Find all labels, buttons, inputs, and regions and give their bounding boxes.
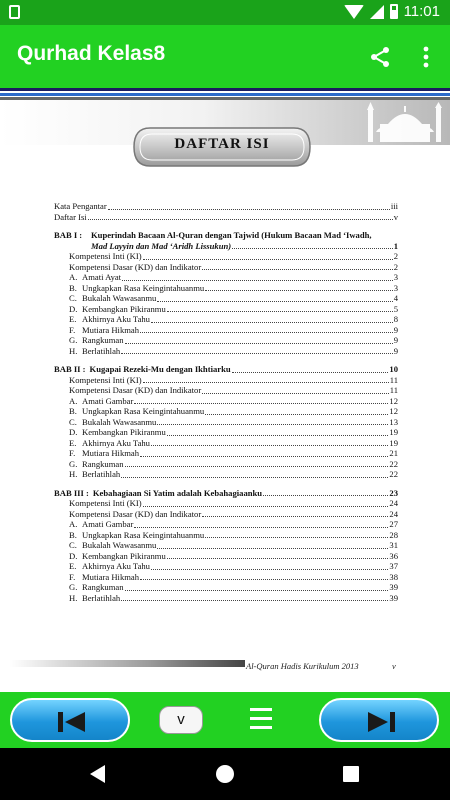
leader-dots bbox=[121, 477, 388, 478]
skip-previous-icon bbox=[56, 710, 88, 734]
toc-item-row bbox=[54, 530, 398, 541]
leader-dots bbox=[263, 495, 388, 496]
app-bar bbox=[0, 25, 450, 88]
leader-dots bbox=[143, 382, 389, 383]
leader-dots bbox=[205, 290, 393, 291]
toc-entry-label: Daftar Isi bbox=[54, 211, 87, 222]
page-heading: DAFTAR ISI bbox=[174, 136, 270, 152]
back-icon[interactable] bbox=[90, 765, 105, 783]
wifi-icon bbox=[344, 5, 364, 19]
toc-item-page: 9 bbox=[393, 324, 398, 335]
chapter-title: Kebahagiaan Si Yatim adalah Kebahagiaanku bbox=[92, 487, 263, 498]
toc-item-label: Kompetensi Inti (KI) bbox=[69, 498, 142, 508]
toc-item-page: 3 bbox=[393, 282, 398, 293]
toc-item-page: 27 bbox=[389, 519, 398, 529]
toc-item-letter: B. bbox=[69, 529, 77, 540]
toc-item-label: Berlatihlah bbox=[82, 592, 121, 603]
toc-item-label: Kompetensi Dasar (KD) dan Indikator bbox=[69, 385, 202, 395]
leader-dots bbox=[151, 445, 388, 446]
toc-item-letter: C. bbox=[69, 416, 77, 427]
toc-entry-label: Kata Pengantar bbox=[54, 201, 107, 211]
chapter-heading bbox=[54, 364, 398, 375]
leader-dots bbox=[157, 548, 388, 549]
footer-book-title: Al-Quran Hadis Kurikulum 2013 bbox=[246, 661, 359, 671]
toc-item-label: Kompetensi Dasar (KD) dan Indikator bbox=[69, 508, 202, 519]
leader-dots bbox=[140, 579, 388, 580]
toc-item-letter: D. bbox=[69, 427, 78, 437]
toc-item-page: 8 bbox=[393, 314, 398, 324]
toc-item-letter: E. bbox=[69, 437, 77, 448]
toc-item-page: 9 bbox=[393, 345, 398, 356]
toc-item-row bbox=[54, 262, 398, 273]
toc-item-row bbox=[54, 396, 398, 407]
toc-item-page: 19 bbox=[389, 427, 398, 437]
toc-item-label: Rangkuman bbox=[82, 335, 124, 345]
leader-dots bbox=[108, 209, 390, 210]
footer-page-number: v bbox=[392, 661, 396, 671]
toc-item-page: 5 bbox=[393, 303, 398, 314]
toc-item-label: Berlatihlah bbox=[82, 469, 121, 479]
chapter-page: 23 bbox=[389, 487, 398, 498]
toc-item-row bbox=[54, 551, 398, 562]
toc-item-letter: A. bbox=[69, 395, 78, 406]
chapter-title: Kugapai Rezeki-Mu dengan Ikhtiarku bbox=[89, 364, 231, 374]
toc-item-letter: E. bbox=[69, 314, 77, 324]
leader-dots bbox=[157, 424, 388, 425]
leader-dots bbox=[167, 311, 393, 312]
toc-item-row bbox=[54, 582, 398, 593]
toc-item-page: 9 bbox=[393, 335, 398, 345]
toc-item-label: Kompetensi Inti (KI) bbox=[69, 374, 142, 385]
toc-item-page: 3 bbox=[393, 272, 398, 282]
toc-item-letter: F. bbox=[69, 324, 76, 335]
system-nav-bar bbox=[0, 748, 450, 800]
toc-item-label: Rangkuman bbox=[82, 582, 124, 592]
toc-item-label: Akhirnya Aku Tahu bbox=[82, 437, 150, 448]
toc-item-page: 12 bbox=[389, 406, 398, 416]
toc-item-label: Mutiara Hikmah bbox=[82, 324, 140, 335]
toc-item-label: Akhirnya Aku Tahu bbox=[82, 561, 150, 571]
toc-item-row bbox=[54, 519, 398, 530]
more-vert-icon[interactable] bbox=[420, 45, 432, 69]
toc-item-page: 22 bbox=[389, 458, 398, 469]
table-of-contents bbox=[54, 201, 398, 603]
chapter-heading bbox=[54, 230, 398, 241]
toc-item-row bbox=[54, 459, 398, 470]
leader-dots bbox=[151, 322, 393, 323]
toc-item-row bbox=[54, 385, 398, 396]
leader-dots bbox=[88, 219, 393, 220]
status-bar bbox=[0, 0, 450, 25]
toc-item-label: Bukalah Wawasanmu bbox=[82, 293, 157, 303]
toc-item-label: Rangkuman bbox=[82, 458, 124, 469]
toc-item-row bbox=[54, 438, 398, 449]
chapter-page: 1 bbox=[393, 240, 398, 251]
chapter-number: BAB I : bbox=[54, 230, 83, 240]
leader-dots bbox=[140, 456, 388, 457]
chapter-title-line1: Kuperindah Bacaan Al-Quran dengan Tajwid (Hukum Bacaan Mad ‘Iwadh, bbox=[91, 230, 372, 240]
leader-dots bbox=[232, 372, 389, 373]
leader-dots bbox=[202, 269, 392, 270]
toc-item-row bbox=[54, 325, 398, 336]
leader-dots bbox=[167, 435, 389, 436]
chapter-title-line2: Mad Layyin dan Mad ‘Aridh Lissukun) bbox=[91, 240, 232, 251]
toc-item-letter: G. bbox=[69, 458, 78, 469]
toc-item-page: 39 bbox=[389, 582, 398, 592]
toc-item-row bbox=[54, 283, 398, 294]
toc-item-letter: H. bbox=[69, 469, 78, 479]
toc-item-label: Kembangkan Pikiranmu bbox=[82, 550, 166, 561]
toc-item-label: Amati Ayat bbox=[82, 272, 122, 282]
toc-item-letter: F. bbox=[69, 448, 76, 458]
toc-item-page: 39 bbox=[389, 592, 398, 603]
toc-item-page: 11 bbox=[389, 374, 398, 385]
toc-item-label: Mutiara Hikmah bbox=[82, 448, 140, 458]
sd-card-icon bbox=[9, 5, 20, 19]
leader-dots bbox=[205, 414, 388, 415]
chapter-heading bbox=[54, 488, 398, 499]
toc-item-row bbox=[54, 272, 398, 283]
toc-item-letter: A. bbox=[69, 519, 78, 529]
toc-item-label: Amati Gambar bbox=[82, 519, 134, 529]
leader-dots bbox=[125, 343, 393, 344]
toc-item-letter: E. bbox=[69, 561, 77, 571]
recent-apps-icon[interactable] bbox=[343, 766, 359, 782]
toc-item-letter: C. bbox=[69, 540, 77, 550]
leader-dots bbox=[232, 248, 393, 249]
toc-prelim-row bbox=[54, 212, 398, 223]
toc-item-row bbox=[54, 572, 398, 583]
leader-dots bbox=[121, 600, 388, 601]
page-indicator[interactable]: v bbox=[159, 706, 203, 734]
toc-item-label: Akhirnya Aku Tahu bbox=[82, 314, 150, 324]
toc-item-page: 13 bbox=[389, 416, 398, 427]
app-title: Qurhad Kelas8 bbox=[17, 42, 166, 65]
leader-dots bbox=[202, 516, 388, 517]
toc-item-letter: B. bbox=[69, 406, 77, 416]
toc-item-page: 19 bbox=[389, 437, 398, 448]
leader-dots bbox=[125, 466, 389, 467]
signal-icon bbox=[370, 5, 384, 19]
toc-item-label: Ungkapkan Rasa Keingintahuanmu bbox=[82, 282, 205, 293]
toc-item-row bbox=[54, 498, 398, 509]
toc-item-page: 31 bbox=[389, 540, 398, 550]
leader-dots bbox=[151, 569, 388, 570]
toc-item-page: 4 bbox=[393, 293, 398, 303]
toc-item-letter: A. bbox=[69, 272, 78, 282]
leader-dots bbox=[167, 558, 389, 559]
toc-item-label: Bukalah Wawasanmu bbox=[82, 540, 157, 550]
leader-dots bbox=[121, 353, 393, 354]
toc-item-label: Kembangkan Pikiranmu bbox=[82, 303, 166, 314]
chapter-number: BAB III : bbox=[54, 487, 89, 498]
toc-item-row bbox=[54, 304, 398, 315]
toc-item-page: 21 bbox=[389, 448, 398, 458]
toc-item-row bbox=[54, 335, 398, 346]
bottom-nav-bar bbox=[0, 692, 450, 748]
battery-icon bbox=[390, 4, 398, 19]
toc-item-page: 22 bbox=[389, 469, 398, 479]
skip-next-icon bbox=[365, 710, 397, 734]
toc-prelim-row bbox=[54, 201, 398, 212]
next-page-button[interactable] bbox=[319, 698, 439, 742]
toc-item-page: 36 bbox=[389, 550, 398, 561]
toc-item-row bbox=[54, 406, 398, 417]
toc-item-row bbox=[54, 448, 398, 459]
toc-item-page: 12 bbox=[389, 395, 398, 406]
leader-dots bbox=[140, 332, 393, 333]
share-icon[interactable] bbox=[368, 45, 392, 69]
leader-dots bbox=[122, 280, 393, 281]
toc-item-letter: D. bbox=[69, 550, 78, 561]
chapter-number: BAB II : bbox=[54, 364, 86, 374]
toc-item-row bbox=[54, 469, 398, 480]
toc-item-row bbox=[54, 251, 398, 262]
toc-item-label: Kompetensi Dasar (KD) dan Indikator bbox=[69, 261, 202, 272]
toc-item-row bbox=[54, 375, 398, 386]
toc-item-row bbox=[54, 427, 398, 438]
status-icons bbox=[344, 3, 440, 20]
toc-item-row bbox=[54, 417, 398, 428]
toc-item-label: Amati Gambar bbox=[82, 395, 134, 406]
decorative-stripes bbox=[0, 88, 450, 100]
toc-item-letter: C. bbox=[69, 293, 77, 303]
leader-dots bbox=[143, 259, 393, 260]
toc-item-label: Berlatihlah bbox=[82, 345, 121, 356]
toc-item-label: Kompetensi Inti (KI) bbox=[69, 251, 142, 261]
toc-item-letter: G. bbox=[69, 335, 78, 345]
toc-item-label: Mutiara Hikmah bbox=[82, 571, 140, 582]
toc-item-letter: G. bbox=[69, 582, 78, 592]
book-page bbox=[0, 100, 450, 692]
leader-dots bbox=[125, 590, 389, 591]
leader-dots bbox=[134, 403, 388, 404]
toc-item-letter: H. bbox=[69, 345, 78, 356]
toc-item-page: 24 bbox=[389, 498, 398, 508]
status-time: 11:01 bbox=[403, 3, 440, 20]
mosque-silhouette-icon bbox=[360, 102, 450, 142]
home-icon[interactable] bbox=[216, 765, 234, 783]
toc-item-row bbox=[54, 561, 398, 572]
toc-item-label: Kembangkan Pikiranmu bbox=[82, 427, 166, 437]
toc-item-page: 37 bbox=[389, 561, 398, 571]
toc-item-row bbox=[54, 509, 398, 520]
toc-item-page: 11 bbox=[389, 385, 398, 395]
leader-dots bbox=[202, 393, 389, 394]
toc-entry-page: iii bbox=[390, 201, 398, 211]
toc-item-letter: F. bbox=[69, 571, 76, 582]
footer-divider bbox=[10, 660, 245, 667]
toc-item-page: 2 bbox=[393, 261, 398, 272]
leader-dots bbox=[134, 527, 388, 528]
toc-item-page: 2 bbox=[393, 251, 398, 261]
toc-entry-page: v bbox=[393, 211, 398, 222]
menu-icon[interactable] bbox=[250, 707, 272, 731]
toc-item-page: 38 bbox=[389, 571, 398, 582]
toc-item-letter: B. bbox=[69, 282, 77, 293]
toc-item-row bbox=[54, 593, 398, 604]
toc-item-label: Ungkapkan Rasa Keingintahuanmu bbox=[82, 406, 205, 416]
leader-dots bbox=[157, 301, 392, 302]
toc-item-row bbox=[54, 314, 398, 325]
toc-item-letter: D. bbox=[69, 303, 78, 314]
toc-item-row bbox=[54, 293, 398, 304]
chapter-heading-cont bbox=[54, 241, 398, 252]
chapter-page: 10 bbox=[389, 364, 398, 374]
toc-item-label: Ungkapkan Rasa Keingintahuanmu bbox=[82, 529, 205, 540]
previous-page-button[interactable] bbox=[10, 698, 130, 742]
leader-dots bbox=[205, 537, 388, 538]
toc-item-letter: H. bbox=[69, 592, 78, 603]
toc-item-row bbox=[54, 346, 398, 357]
toc-item-label: Bukalah Wawasanmu bbox=[82, 416, 157, 427]
toc-item-page: 28 bbox=[389, 529, 398, 540]
toc-item-page: 24 bbox=[389, 508, 398, 519]
toc-item-row bbox=[54, 540, 398, 551]
leader-dots bbox=[143, 506, 389, 507]
